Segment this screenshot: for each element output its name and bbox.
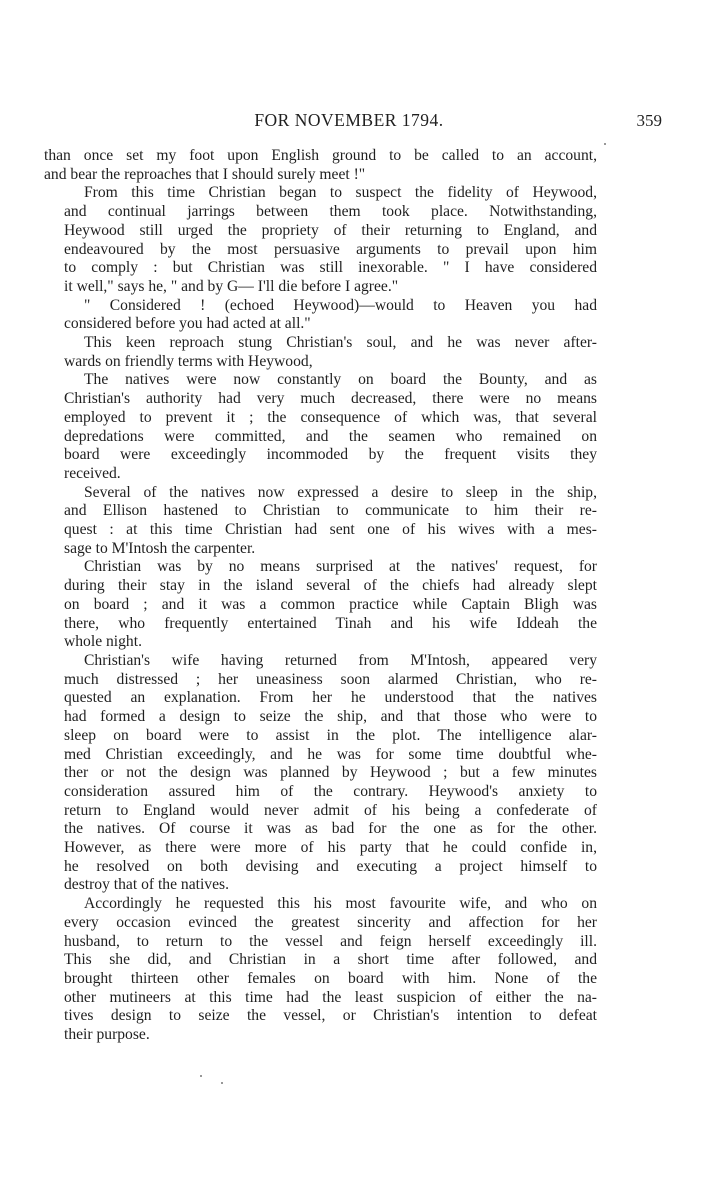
- text-line: sage to M'Intosh the carpenter.: [64, 539, 256, 557]
- text-line: med Christian exceedingly, and he was for some time doubtful whe-: [64, 745, 597, 763]
- text-line: much distressed ; her uneasiness soon alarmed Christian, who re-: [64, 670, 597, 688]
- text-line: sleep on board were to assist in the plot. The intelligence alar-: [64, 726, 597, 744]
- text-line: From this time Christian began to suspect the fidelity of Heywood,: [84, 184, 597, 202]
- paragraph: [44, 652, 597, 895]
- text-line: " Considered ! (echoed Heywood)—would to Heaven you had: [84, 296, 597, 314]
- text-line: Several of the natives now expressed a desire to sleep in the ship,: [84, 483, 597, 501]
- text-line: it well," says he, " and by G— I'll die before I agree.": [64, 277, 399, 295]
- text-line: other mutineers at this time had the least suspicion of either the na-: [64, 988, 597, 1006]
- text-line: there, who frequently entertained Tinah and his wife Iddeah the: [64, 614, 597, 632]
- text-line: considered before you had acted at all.": [64, 315, 311, 333]
- text-line: depredations were committed, and the seamen who remained on: [64, 427, 597, 445]
- page-number: 359: [636, 111, 662, 130]
- text-line: their purpose.: [64, 1026, 150, 1044]
- paragraph: [44, 297, 597, 334]
- text-line: This she did, and Christian in a short time after followed, and: [64, 951, 597, 969]
- paragraph: [44, 334, 597, 371]
- text-line: and bear the reproaches that I should surely meet !": [44, 165, 366, 183]
- paragraph: [44, 184, 597, 296]
- text-line: Christian's authority had very much decreased, there were no means: [64, 390, 597, 408]
- text-line: had formed a design to seize the ship, and that those who were to: [64, 708, 597, 726]
- text-line: Heywood still urged the propriety of their returning to England, and: [64, 221, 597, 239]
- paragraph: [44, 484, 597, 559]
- text-line: and continual jarrings between them took place. Notwithstanding,: [64, 203, 597, 221]
- text-line: The natives were now constantly on board the Bounty, and as: [84, 371, 597, 389]
- text-line: he resolved on both devising and executing a project himself to: [64, 857, 597, 875]
- text-line: husband, to return to the vessel and feign herself exceedingly ill.: [64, 932, 597, 950]
- text-line: endeavoured by the most persuasive arguments to prevail upon him: [64, 240, 597, 258]
- running-header: [40, 110, 662, 140]
- paragraph: [44, 558, 597, 652]
- text-line: ther or not the design was planned by Heywood ; but a few minutes: [64, 764, 597, 782]
- text-line: quest : at this time Christian had sent one of his wives with a mes-: [64, 521, 597, 539]
- text-line: brought thirteen other females on board with him. None of the: [64, 969, 597, 987]
- running-head-title: FOR NOVEMBER 1794.: [254, 110, 444, 130]
- text-line: Christian was by no means surprised at the natives' request, for: [84, 558, 597, 576]
- text-line: This keen reproach stung Christian's soul, and he was never after-: [84, 334, 597, 352]
- paragraph: [44, 371, 597, 483]
- text-line: tives design to seize the vessel, or Christian's intention to defeat: [64, 1007, 597, 1025]
- text-line: return to England would never admit of his being a confederate of: [64, 801, 597, 819]
- text-line: during their stay in the island several of the chiefs had already slept: [64, 577, 597, 595]
- text-line: consideration assured him of the contrary. Heywood's anxiety to: [64, 782, 597, 800]
- body-text: [44, 147, 597, 1045]
- text-line: However, as there were more of his party that he could confide in,: [64, 839, 597, 857]
- text-line: and Ellison hastened to Christian to communicate to him their re-: [64, 502, 597, 520]
- text-line: board were exceedingly incommoded by the frequent visits they: [64, 446, 597, 464]
- text-line: Christian's wife having returned from M'Intosh, appeared very: [84, 651, 597, 669]
- text-line: whole night.: [64, 633, 142, 651]
- paragraph: [44, 895, 597, 1045]
- paragraph: [44, 147, 597, 184]
- ink-speck: [604, 143, 606, 145]
- ink-speck: [221, 1082, 223, 1084]
- text-line: wards on friendly terms with Heywood,: [64, 352, 313, 370]
- text-line: Accordingly he requested this his most favourite wife, and who on: [84, 895, 597, 913]
- text-line: employed to prevent it ; the consequence of which was, that several: [64, 408, 597, 426]
- text-line: than once set my foot upon English ground to be called to an account,: [44, 147, 597, 164]
- text-line: destroy that of the natives.: [64, 876, 229, 894]
- text-line: quested an explanation. From her he understood that the natives: [64, 689, 597, 707]
- text-line: received.: [64, 464, 121, 482]
- text-line: to comply : but Christian was still inexorable. " I have considered: [64, 259, 597, 277]
- text-line: on board ; and it was a common practice while Captain Bligh was: [64, 595, 597, 613]
- text-line: the natives. Of course it was as bad for the one as for the other.: [64, 820, 597, 838]
- ink-speck: [200, 1075, 202, 1077]
- text-line: every occasion evinced the greatest sincerity and affection for her: [64, 913, 597, 931]
